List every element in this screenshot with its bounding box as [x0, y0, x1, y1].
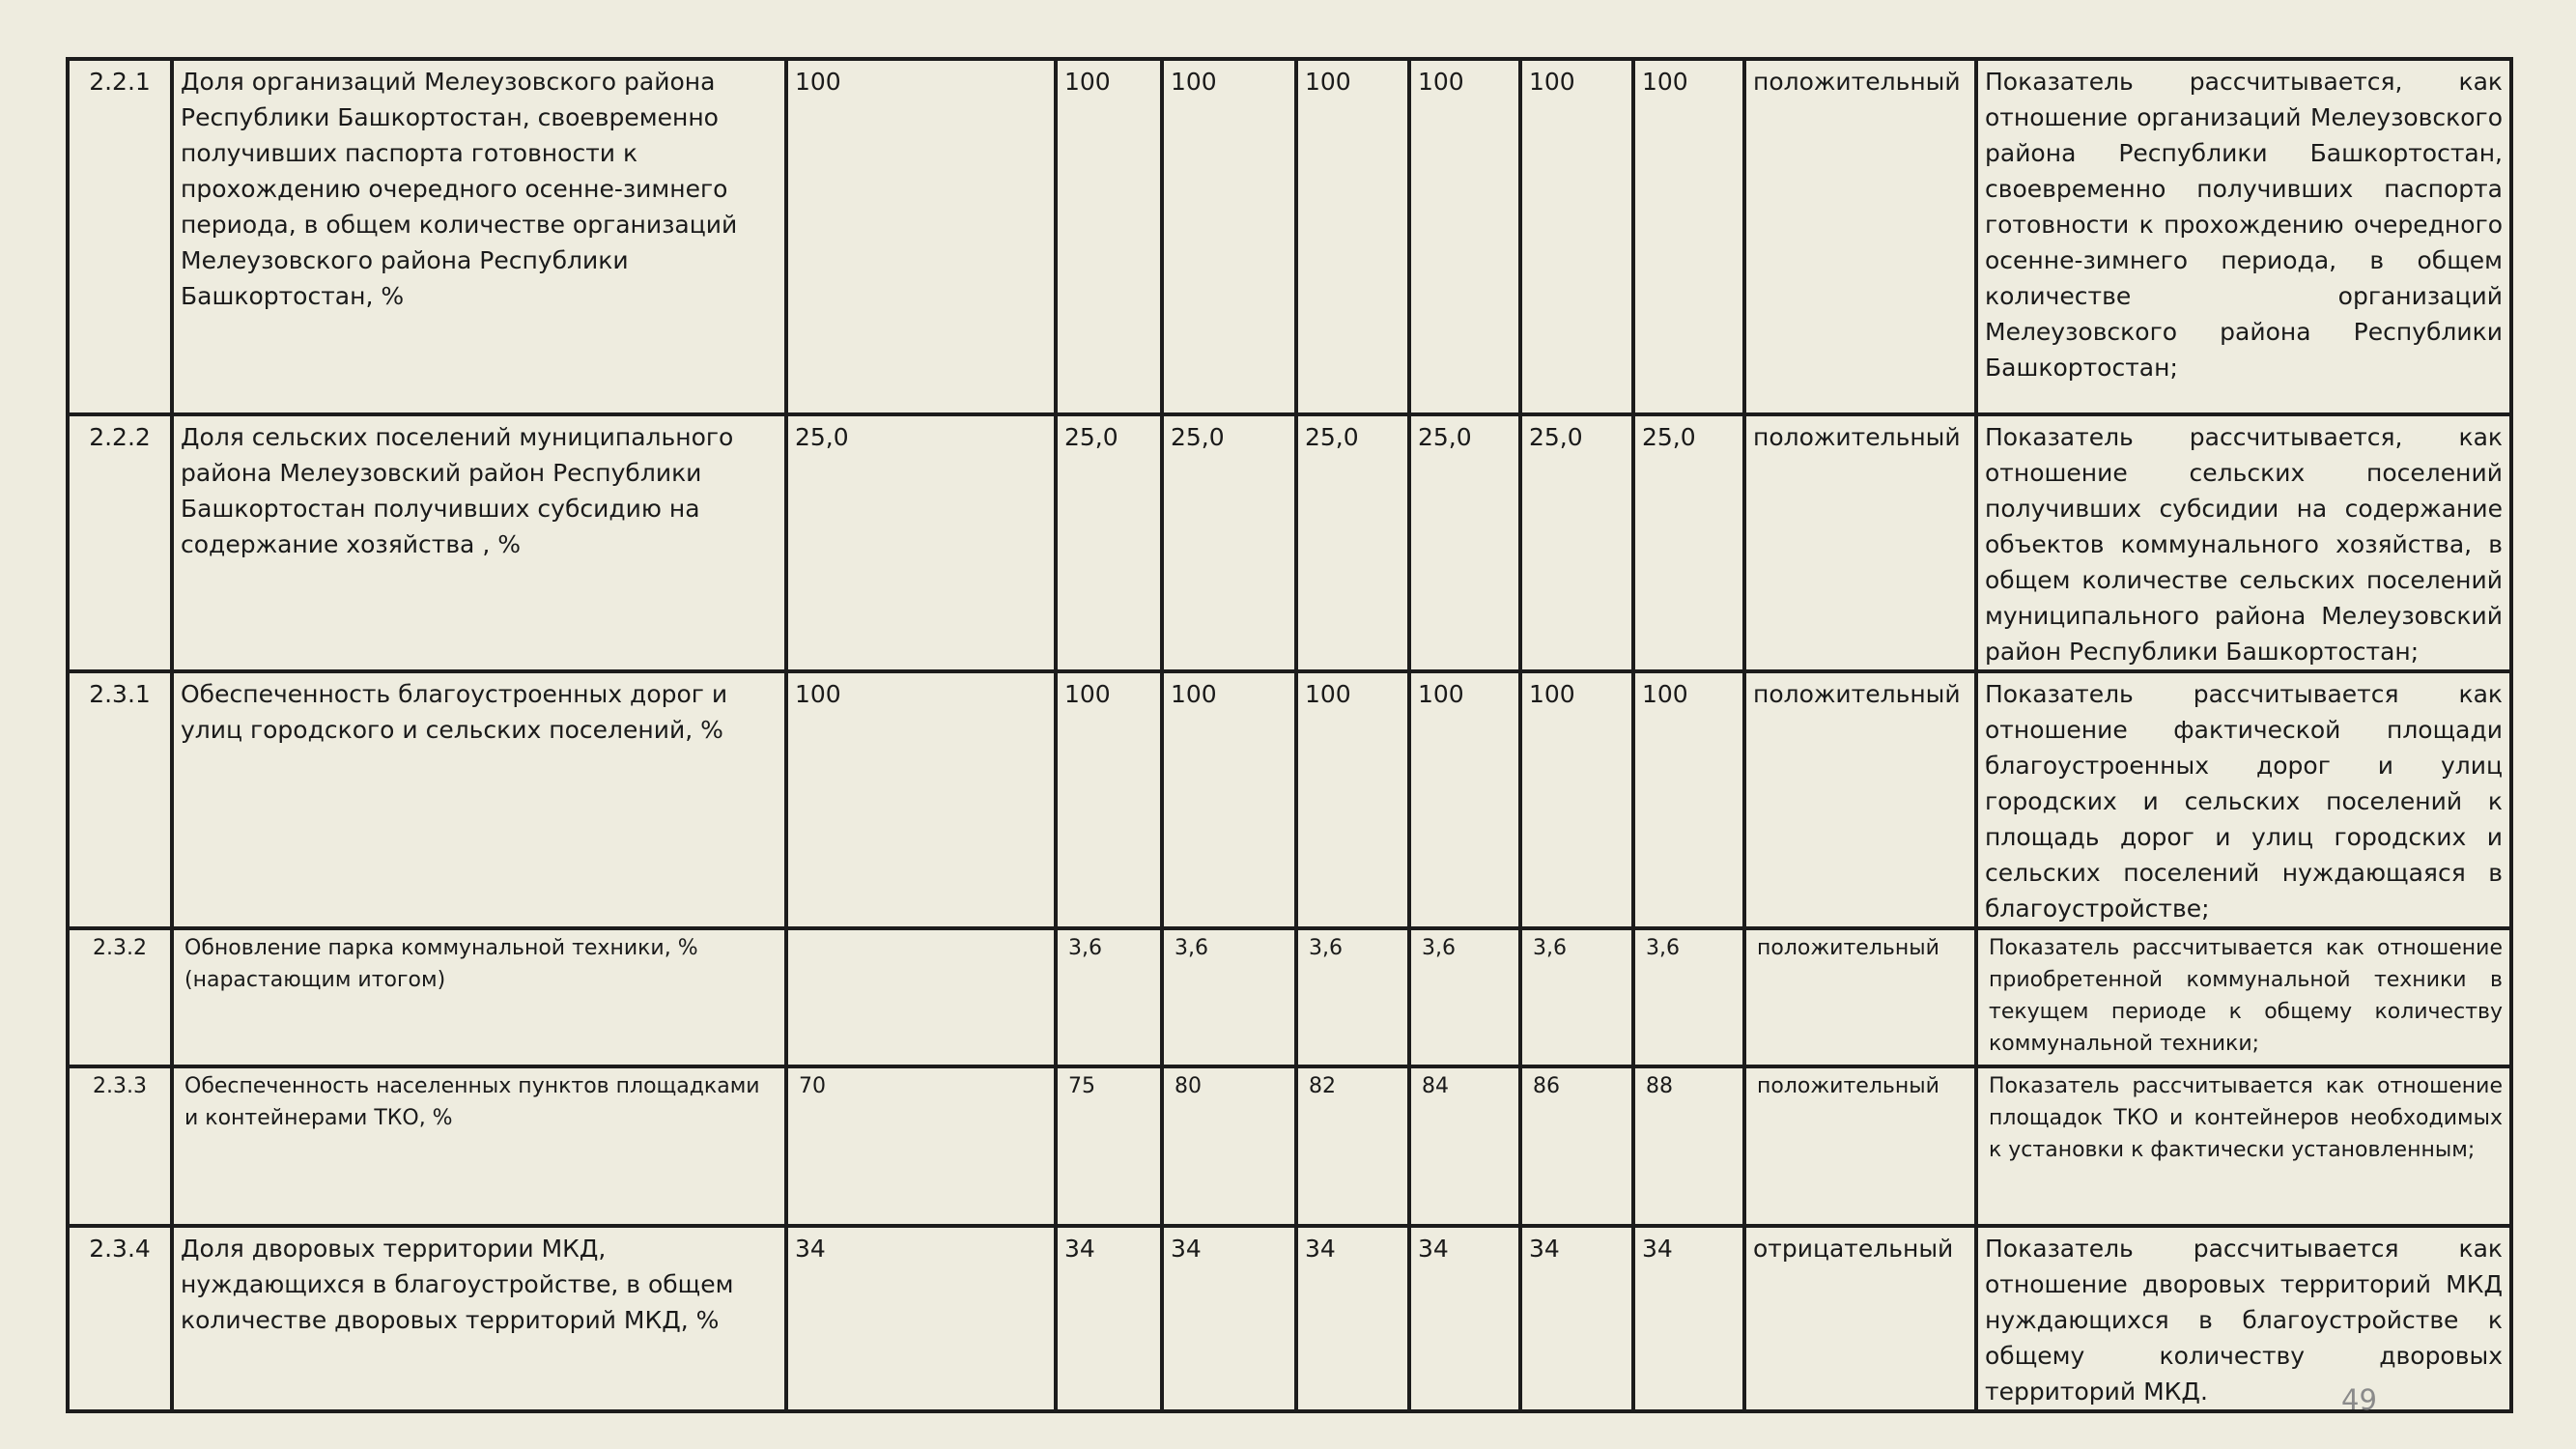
table-row	[68, 59, 2511, 414]
year-value-cell: 100	[1296, 671, 1409, 928]
base-value-cell: 70	[786, 1066, 1056, 1226]
year-value-cell: 100	[1162, 59, 1296, 414]
year-value-cell: 34	[1056, 1226, 1162, 1411]
description-cell: Показатель рассчитывается как отношение фактической площади благоустроенных дорог и улиц городских и сельских поселений к площадь дорог и улиц городских и сельских поселений нуждающаяся в благоустройстве;	[1976, 671, 2511, 928]
year-value-cell: 100	[1056, 59, 1162, 414]
year-value-cell: 3,6	[1296, 928, 1409, 1066]
base-value-cell	[786, 928, 1056, 1066]
year-value-cell: 100	[1162, 671, 1296, 928]
year-value-cell: 34	[1633, 1226, 1744, 1411]
trend-cell: положительный	[1744, 59, 1976, 414]
year-value-cell: 3,6	[1520, 928, 1633, 1066]
indicator-name-cell: Доля сельских поселений муниципального района Мелеузовский район Республики Башкортостан получивших субсидию на содержание хозяйства , %	[172, 414, 786, 671]
year-value-cell: 34	[1409, 1226, 1520, 1411]
base-value-cell: 25,0	[786, 414, 1056, 671]
year-value-cell: 100	[1633, 671, 1744, 928]
year-value-cell: 100	[1409, 671, 1520, 928]
year-value-cell: 34	[1162, 1226, 1296, 1411]
page-number: 49	[2341, 1383, 2377, 1416]
table-row	[68, 1066, 2511, 1226]
indicators-table	[66, 57, 2513, 1413]
indicator-name-cell: Обеспеченность благоустроенных дорог и улиц городского и сельских поселений, %	[172, 671, 786, 928]
year-value-cell: 80	[1162, 1066, 1296, 1226]
year-value-cell: 100	[1520, 671, 1633, 928]
year-value-cell: 100	[1520, 59, 1633, 414]
year-value-cell: 100	[1409, 59, 1520, 414]
year-value-cell: 100	[1633, 59, 1744, 414]
trend-cell: положительный	[1744, 671, 1976, 928]
year-value-cell: 25,0	[1162, 414, 1296, 671]
row-number-cell: 2.3.4	[68, 1226, 172, 1411]
indicator-name-cell: Обновление парка коммунальной техники, % (нарастающим итогом)	[172, 928, 786, 1066]
year-value-cell: 100	[1056, 671, 1162, 928]
indicator-name-cell: Доля дворовых территории МКД, нуждающихся в благоустройстве, в общем количестве дворовых территорий МКД, %	[172, 1226, 786, 1411]
row-number-cell: 2.3.3	[68, 1066, 172, 1226]
year-value-cell: 75	[1056, 1066, 1162, 1226]
table-row	[68, 414, 2511, 671]
year-value-cell: 3,6	[1162, 928, 1296, 1066]
base-value-cell: 34	[786, 1226, 1056, 1411]
year-value-cell: 100	[1296, 59, 1409, 414]
trend-cell: положительный	[1744, 414, 1976, 671]
row-number-cell: 2.2.1	[68, 59, 172, 414]
year-value-cell: 34	[1520, 1226, 1633, 1411]
trend-cell: отрицательный	[1744, 1226, 1976, 1411]
description-cell: Показатель рассчитывается как отношение площадок ТКО и контейнеров необходимых к установки к фактически установленным;	[1976, 1066, 2511, 1226]
table-row	[68, 1226, 2511, 1411]
row-number-cell: 2.3.1	[68, 671, 172, 928]
indicator-name-cell: Обеспеченность населенных пунктов площадками и контейнерами ТКО, %	[172, 1066, 786, 1226]
year-value-cell: 25,0	[1520, 414, 1633, 671]
year-value-cell: 3,6	[1633, 928, 1744, 1066]
year-value-cell: 25,0	[1409, 414, 1520, 671]
trend-cell: положительный	[1744, 928, 1976, 1066]
table-row	[68, 671, 2511, 928]
year-value-cell: 34	[1296, 1226, 1409, 1411]
year-value-cell: 3,6	[1409, 928, 1520, 1066]
year-value-cell: 3,6	[1056, 928, 1162, 1066]
description-cell: Показатель рассчитывается как отношение приобретенной коммунальной техники в текущем периоде к общему количеству коммунальной техники;	[1976, 928, 2511, 1066]
year-value-cell: 25,0	[1633, 414, 1744, 671]
table-row	[68, 928, 2511, 1066]
description-cell: Показатель рассчитывается, как отношение организаций Мелеузовского района Республики Башкортостан, своевременно получивших паспорта готовности к прохождению очередного осенне-зимнего периода, в общем количестве организаций Мелеузовского района Республики Башкортостан;	[1976, 59, 2511, 414]
year-value-cell: 84	[1409, 1066, 1520, 1226]
row-number-cell: 2.3.2	[68, 928, 172, 1066]
description-cell: Показатель рассчитывается как отношение дворовых территорий МКД нуждающихся в благоустройстве к общему количеству дворовых территорий МКД.	[1976, 1226, 2511, 1411]
indicator-name-cell: Доля организаций Мелеузовского района Республики Башкортостан, своевременно получивших паспорта готовности к прохождению очередного осенне-зимнего периода, в общем количестве организаций Мелеузовского района Республики Башкортостан, %	[172, 59, 786, 414]
year-value-cell: 86	[1520, 1066, 1633, 1226]
row-number-cell: 2.2.2	[68, 414, 172, 671]
year-value-cell: 88	[1633, 1066, 1744, 1226]
base-value-cell: 100	[786, 59, 1056, 414]
year-value-cell: 25,0	[1056, 414, 1162, 671]
trend-cell: положительный	[1744, 1066, 1976, 1226]
year-value-cell: 82	[1296, 1066, 1409, 1226]
year-value-cell: 25,0	[1296, 414, 1409, 671]
base-value-cell: 100	[786, 671, 1056, 928]
description-cell: Показатель рассчитывается, как отношение сельских поселений получивших субсидии на содержание объектов коммунального хозяйства, в общем количестве сельских поселений муниципального района Мелеузовский район Республики Башкортостан;	[1976, 414, 2511, 671]
